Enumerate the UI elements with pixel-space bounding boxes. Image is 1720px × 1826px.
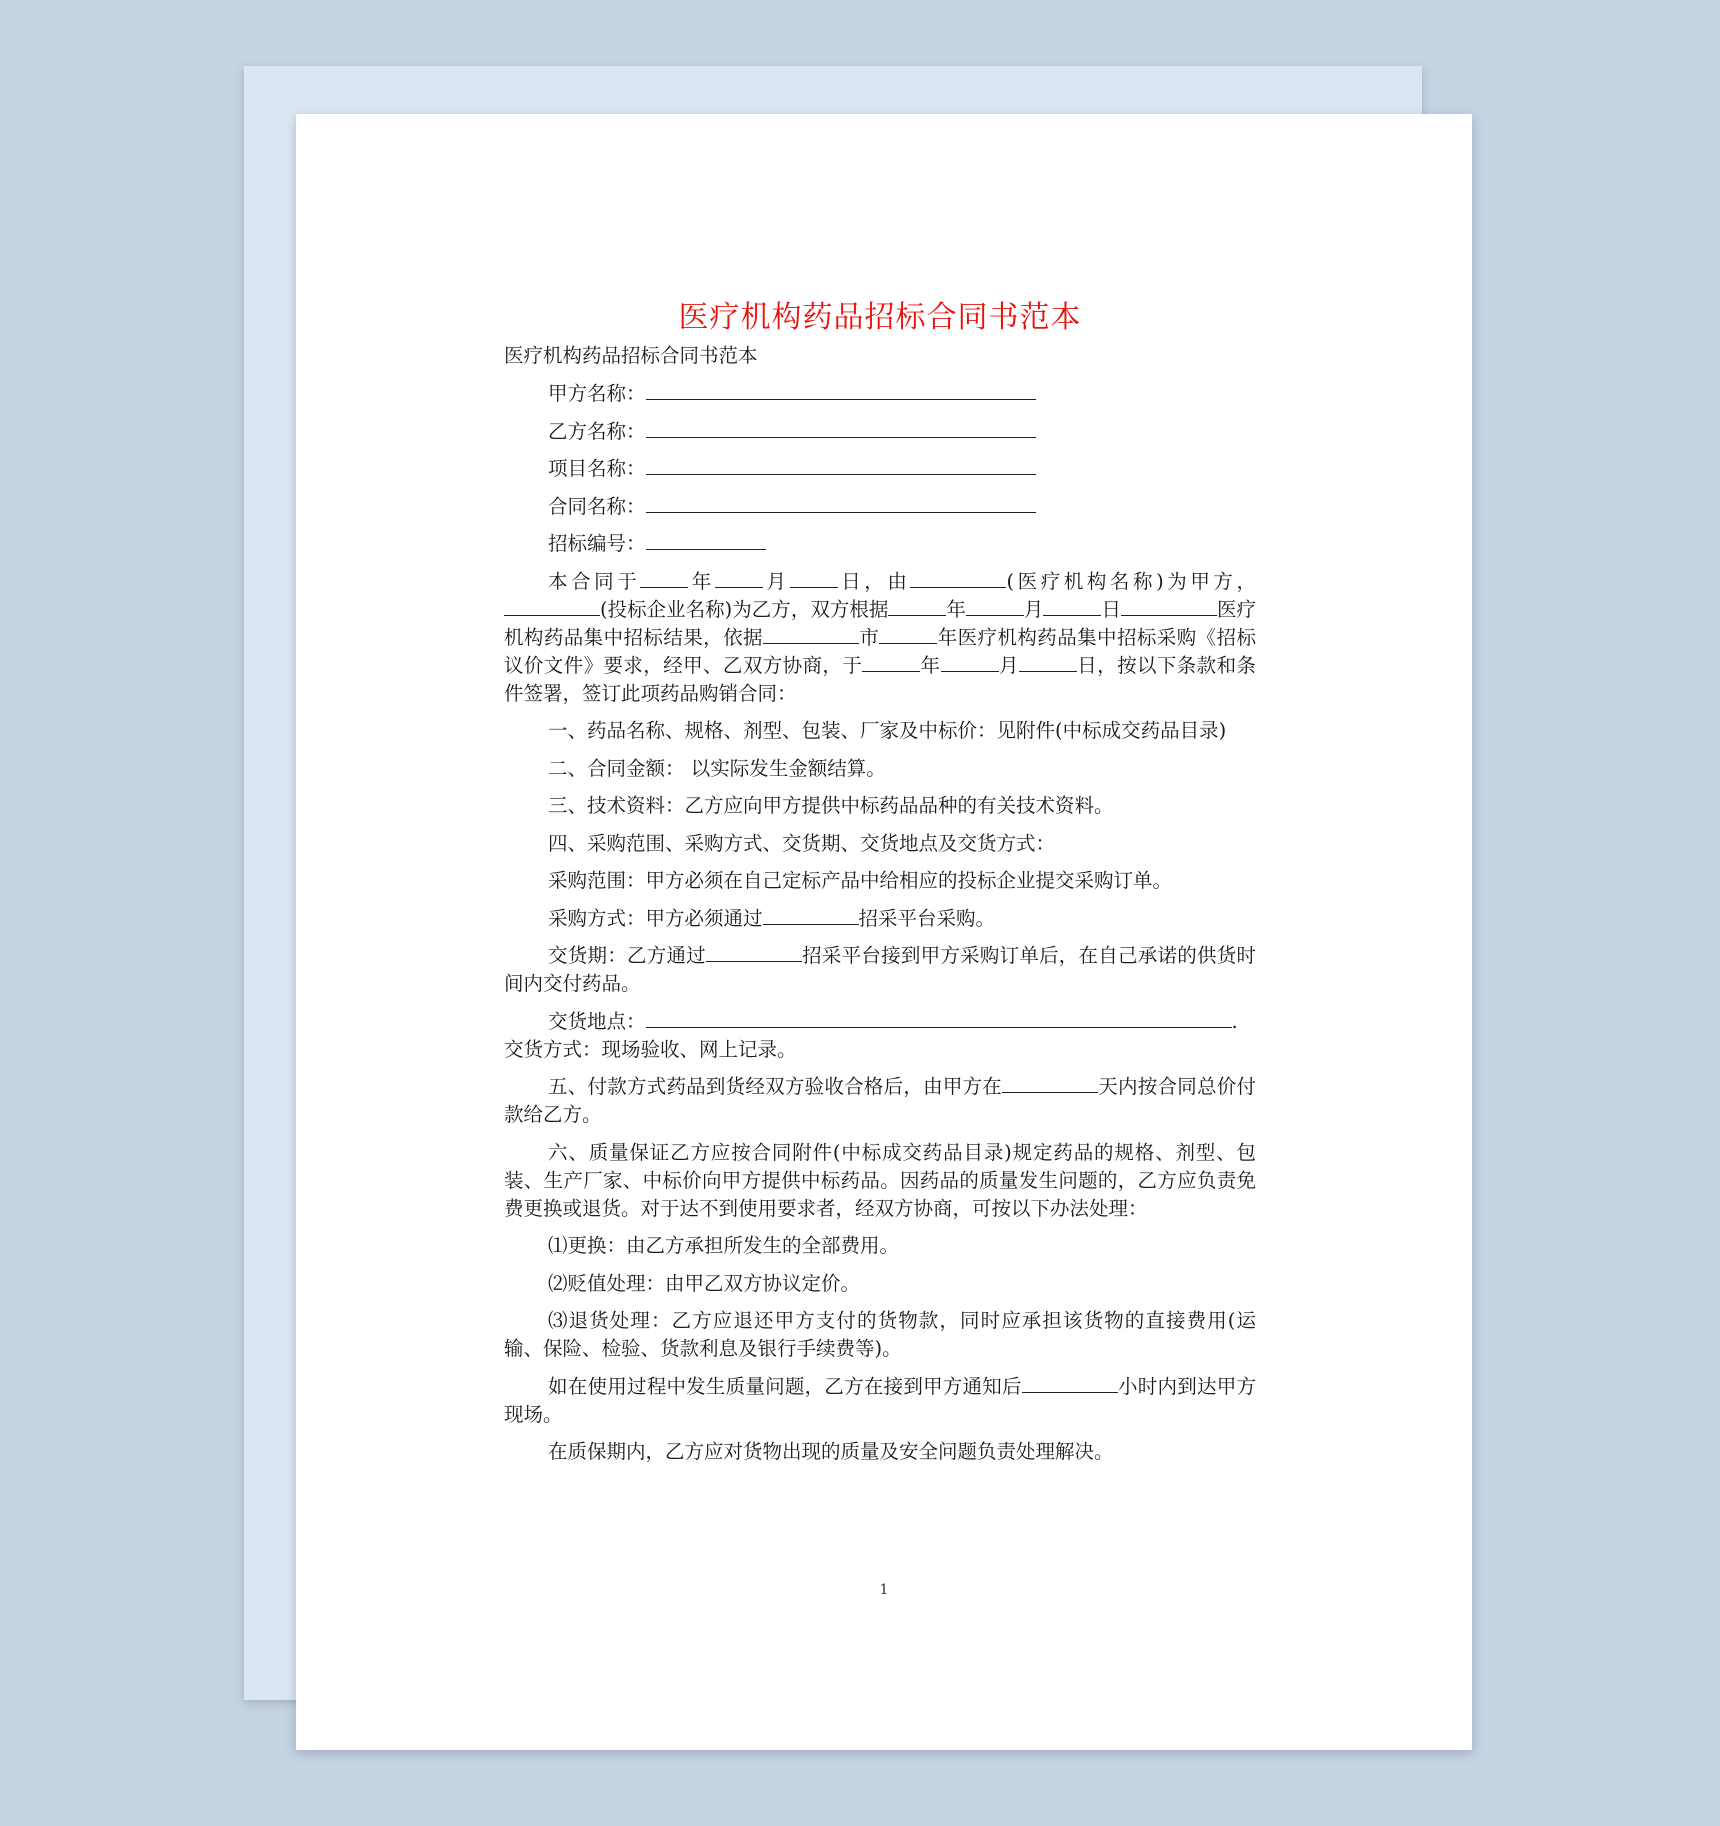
field-label: 乙方名称：	[548, 419, 646, 443]
blank-line	[1019, 653, 1077, 672]
blank-line	[966, 597, 1024, 616]
section-5	[504, 1073, 1256, 1129]
text: 日，由	[837, 569, 911, 593]
document-page	[296, 114, 1472, 1750]
text: 月	[762, 569, 790, 593]
document-title: 医疗机构药品招标合同书范本	[678, 300, 1082, 335]
section-4: 四、采购范围、采购方式、交货期、交货地点及交货方式：	[548, 831, 1056, 855]
section-3: 三、技术资料：乙方应向甲方提供中标药品品种的有关技术资料。	[548, 794, 1114, 817]
remedy-item-3: ⑶退货处理：乙方应退还甲方支付的货物款，同时应承担该货物的直接费用(运输、保险、检验、货款利息及银行手续费等)。	[504, 1309, 1256, 1360]
blank-line	[646, 494, 1036, 513]
text: 交货地点：	[548, 1009, 646, 1033]
text: 年	[946, 597, 966, 621]
delivery-place	[504, 1008, 1256, 1036]
text: 本合同于	[548, 569, 641, 593]
blank-line	[763, 625, 859, 644]
text: 交货期：乙方通过	[548, 944, 706, 967]
remedy-item-2: ⑵贬值处理：由甲乙双方协议定价。	[548, 1271, 861, 1295]
bid-number-field	[504, 530, 1256, 558]
section-2: 二、合同金额： 以实际发生金额结算。	[548, 756, 886, 780]
blank-line	[646, 1009, 1232, 1028]
field-label: 项目名称：	[548, 457, 646, 480]
text: 天内按合同总价付款给乙方。	[504, 1075, 1256, 1126]
text: 月	[998, 653, 1019, 677]
onsite-response	[504, 1373, 1256, 1429]
blank-line	[862, 653, 920, 672]
text: .	[1231, 1009, 1238, 1033]
text: 日，按以下条款和条件签署，签订此项药品购销合同：	[504, 653, 1256, 705]
text: 小时内到达甲方现场。	[504, 1374, 1256, 1426]
project-name-field	[504, 455, 1256, 483]
field-label: 甲方名称：	[548, 382, 646, 405]
page-number: 1	[879, 1582, 889, 1598]
text: 如在使用过程中发生质量问题，乙方在接到甲方通知后	[548, 1374, 1022, 1398]
blank-line	[715, 569, 763, 588]
blank-line	[1022, 1374, 1118, 1393]
blank-line	[879, 625, 937, 644]
blank-line	[646, 381, 1036, 400]
text: 采购方式：甲方必须通过	[548, 906, 763, 930]
blank-line	[646, 419, 1036, 438]
blank-line	[888, 597, 946, 616]
text: 年医疗机构药品集中招标采购《招标议价文件》要求，经甲、乙双方协商，于	[504, 625, 1256, 677]
document-subtitle: 医疗机构药品招标合同书范本	[504, 344, 758, 367]
purchase-method	[504, 905, 1256, 933]
party-a-field	[504, 380, 1256, 408]
blank-line	[790, 569, 838, 588]
blank-line	[941, 653, 999, 672]
text: 日	[1101, 597, 1121, 621]
field-label: 招标编号：	[548, 532, 646, 555]
blank-line	[1043, 597, 1101, 616]
blank-line	[646, 531, 766, 550]
intro-paragraph	[504, 568, 1256, 708]
blank-line	[646, 456, 1036, 475]
blank-line	[1121, 597, 1217, 616]
section-1: 一、药品名称、规格、剂型、包装、厂家及中标价：见附件(中标成交药品目录)	[548, 719, 1227, 742]
blank-line	[706, 943, 802, 962]
text: 招采平台采购。	[858, 906, 996, 930]
text: (投标企业名称)为乙方，双方根据	[600, 597, 889, 621]
party-b-field	[504, 418, 1256, 446]
blank-line	[910, 569, 1006, 588]
blank-line	[640, 569, 688, 588]
text: 市	[858, 625, 880, 649]
blank-line	[763, 906, 859, 925]
text: 五、付款方式药品到货经双方验收合格后，由甲方在	[548, 1075, 1003, 1098]
text: 月	[1023, 597, 1044, 621]
document-body	[504, 296, 1256, 1476]
purchase-scope: 采购范围：甲方必须在自己定标产品中给相应的投标企业提交采购订单。	[548, 869, 1173, 892]
field-label: 合同名称：	[548, 494, 646, 518]
delivery-mode: 交货方式：现场验收、网上记录。	[504, 1037, 797, 1061]
text: (医疗机构名称)为甲方，	[1006, 569, 1256, 593]
blank-line	[1002, 1074, 1098, 1093]
text: 医疗机构药品集中招标结果，依据	[504, 597, 1256, 649]
delivery-period	[504, 942, 1256, 998]
text: 年	[688, 569, 715, 593]
blank-line	[504, 597, 600, 616]
section-6: 六、质量保证乙方应按合同附件(中标成交药品目录)规定药品的规格、剂型、包装、生产厂家、中标价向甲方提供中标药品。因药品的质量发生问题的，乙方应负责免费更换或退货。对于达不到使用要求者，经双方协商，可按以下办法处理：	[504, 1140, 1256, 1220]
contract-name-field	[504, 493, 1256, 521]
text: 招采平台接到甲方采购订单后，在自己承诺的供货时间内交付药品。	[504, 944, 1256, 995]
remedy-item-1: ⑴更换：由乙方承担所发生的全部费用。	[548, 1234, 900, 1257]
text: 年	[920, 653, 941, 677]
warranty-clause: 在质保期内，乙方应对货物出现的质量及安全问题负责处理解决。	[548, 1440, 1114, 1463]
